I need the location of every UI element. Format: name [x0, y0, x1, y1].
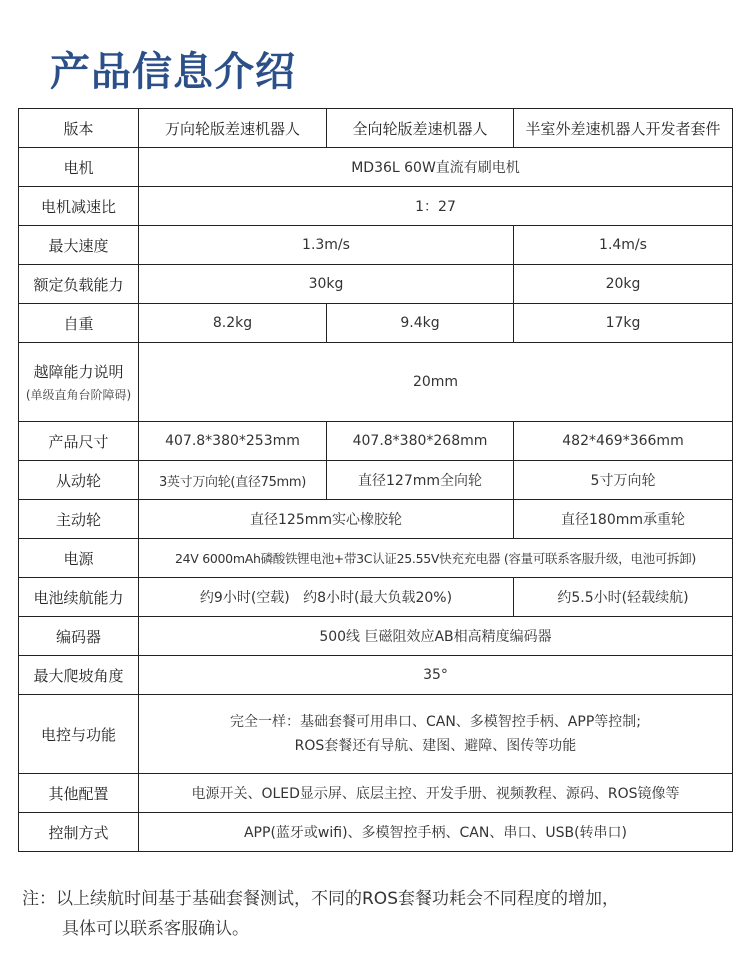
footnote-line2: 具体可以联系客服确认。: [62, 919, 249, 939]
row-label: 电控与功能: [19, 695, 139, 774]
row-value: 8.2kg: [139, 304, 327, 343]
row-label: 最大爬坡角度: [19, 656, 139, 695]
row-value: 407.8*380*268mm: [327, 422, 514, 461]
header-version: 版本: [19, 109, 139, 148]
table-row-load: [19, 265, 733, 304]
row-value: 3英寸万向轮(直径75mm): [139, 461, 327, 500]
row-value: 约5.5小时(轻载续航): [514, 578, 733, 617]
header-semi-outdoor: 半室外差速机器人开发者套件: [514, 109, 733, 148]
row-label: 自重: [19, 304, 139, 343]
row-value: 直径125mm实心橡胶轮: [139, 500, 514, 539]
row-value: 20kg: [514, 265, 733, 304]
row-label: 编码器: [19, 617, 139, 656]
row-value: 1.3m/s: [139, 226, 514, 265]
row-label: 电机: [19, 148, 139, 187]
row-label: 产品尺寸: [19, 422, 139, 461]
row-value: 1：27: [139, 187, 733, 226]
row-label: 从动轮: [19, 461, 139, 500]
row-label: 其他配置: [19, 774, 139, 813]
table-row-drive-wheel: [19, 500, 733, 539]
spec-table: [18, 108, 733, 852]
table-row-driven-wheel: [19, 461, 733, 500]
table-header-row: [19, 109, 733, 148]
row-value: 24V 6000mAh磷酸铁锂电池+带3C认证25.55V快充充电器 (容量可联系客服升级，电池可拆卸): [139, 539, 733, 578]
row-value-line2: ROS套餐还有导航、建图、避障、图传等功能: [294, 738, 577, 754]
table-row-speed: [19, 226, 733, 265]
row-value: [139, 695, 733, 774]
table-row-control-function: [19, 695, 733, 774]
row-label: 电池续航能力: [19, 578, 139, 617]
table-row-size: [19, 422, 733, 461]
row-value: APP(蓝牙或wifi)、多模智控手柄、CAN、串口、USB(转串口): [139, 813, 733, 852]
row-value: 30kg: [139, 265, 514, 304]
row-value: 电源开关、OLED显示屏、底层主控、开发手册、视频教程、源码、ROS镜像等: [139, 774, 733, 813]
header-omni-wheel: 全向轮版差速机器人: [327, 109, 514, 148]
row-value: 直径127mm全向轮: [327, 461, 514, 500]
row-label: 最大速度: [19, 226, 139, 265]
table-row-obstacle: [19, 343, 733, 422]
row-label: 电源: [19, 539, 139, 578]
table-row-slope: [19, 656, 733, 695]
table-row-battery: [19, 578, 733, 617]
row-value: MD36L 60W直流有刷电机: [139, 148, 733, 187]
footnote: [22, 884, 619, 944]
row-value: 约9小时(空载) 约8小时(最大负载20%): [139, 578, 514, 617]
table-row-ratio: [19, 187, 733, 226]
row-value: 500线 巨磁阻效应AB相高精度编码器: [139, 617, 733, 656]
row-value: 9.4kg: [327, 304, 514, 343]
table-row-control-method: [19, 813, 733, 852]
row-value: 1.4m/s: [514, 226, 733, 265]
row-label: 控制方式: [19, 813, 139, 852]
page-title: 产品信息介绍: [50, 49, 296, 95]
table-row-encoder: [19, 617, 733, 656]
row-label: 主动轮: [19, 500, 139, 539]
row-value: 482*469*366mm: [514, 422, 733, 461]
row-label-main: 越障能力说明: [33, 363, 124, 381]
row-value: 20mm: [139, 343, 733, 422]
row-value: 5寸万向轮: [514, 461, 733, 500]
footnote-line1: 注：以上续航时间基于基础套餐测试，不同的ROS套餐功耗会不同程度的增加，: [22, 889, 619, 909]
row-value: 17kg: [514, 304, 733, 343]
row-value-line1: 完全一样：基础套餐可用串口、CAN、多模智控手柄、APP等控制;: [229, 714, 641, 730]
table-row-other-config: [19, 774, 733, 813]
header-universal-wheel: 万向轮版差速机器人: [139, 109, 327, 148]
table-row-weight: [19, 304, 733, 343]
row-label: 电机减速比: [19, 187, 139, 226]
row-label: 额定负载能力: [19, 265, 139, 304]
row-value: 直径180mm承重轮: [514, 500, 733, 539]
row-value: 407.8*380*253mm: [139, 422, 327, 461]
table-row-power: [19, 539, 733, 578]
row-value: 35°: [139, 656, 733, 695]
row-label-sub: (单级直角台阶障碍): [25, 388, 132, 402]
row-label: [19, 343, 139, 422]
table-row-motor: [19, 148, 733, 187]
